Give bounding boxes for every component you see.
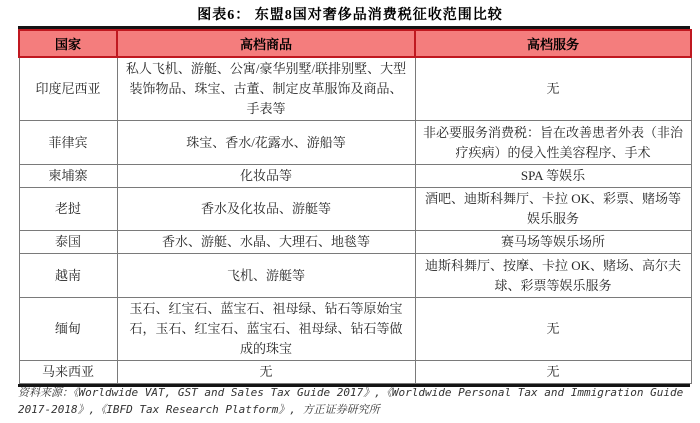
- luxury-tax-comparison-table: [18, 29, 692, 384]
- country-cell: 泰国: [19, 231, 117, 254]
- services-cell: 无: [415, 57, 691, 121]
- services-cell: 迪斯科舞厅、按摩、卡拉 OK、赌场、高尔夫球、彩票等娱乐服务: [415, 254, 691, 298]
- comparison-table-wrapper: [18, 26, 690, 387]
- services-cell: 酒吧、迪斯科舞厅、卡拉 OK、彩票、赌场等娱乐服务: [415, 188, 691, 231]
- country-cell: 越南: [19, 254, 117, 298]
- goods-cell: 飞机、游艇等: [117, 254, 415, 298]
- country-cell: 菲律宾: [19, 121, 117, 165]
- country-cell: 老挝: [19, 188, 117, 231]
- table-row-philippines: [19, 121, 691, 165]
- services-cell: SPA 等娱乐: [415, 165, 691, 188]
- table-row-thailand: [19, 231, 691, 254]
- table-header: [19, 30, 691, 57]
- goods-cell: 化妆品等: [117, 165, 415, 188]
- header-services: 高档服务: [415, 30, 691, 57]
- table-row-cambodia: [19, 165, 691, 188]
- table-row-vietnam: [19, 254, 691, 298]
- goods-cell: 玉石、红宝石、蓝宝石、祖母绿、钻石等原始宝石，玉石、红宝石、蓝宝石、祖母绿、钻石等做成的珠宝: [117, 298, 415, 361]
- table-body: [19, 57, 691, 384]
- goods-cell: 私人飞机、游艇、公寓/豪华别墅/联排别墅、大型装饰物品、珠宝、古董、制定皮革服饰及商品、手表等: [117, 57, 415, 121]
- services-cell: 非必要服务消费税：旨在改善患者外表（非治疗疾病）的侵入性美容程序、手术: [415, 121, 691, 165]
- goods-cell: 无: [117, 361, 415, 384]
- figure-title: 图表6： 东盟8国对奢侈品消费税征收范围比较: [197, 8, 503, 23]
- header-row: [19, 30, 691, 57]
- table-row-laos: [19, 188, 691, 231]
- services-cell: 无: [415, 361, 691, 384]
- table-row-indonesia: [19, 57, 691, 121]
- country-cell: 马来西亚: [19, 361, 117, 384]
- services-cell: 赛马场等娱乐场所: [415, 231, 691, 254]
- header-country: 国家: [19, 30, 117, 57]
- country-cell: 印度尼西亚: [19, 57, 117, 121]
- country-cell: 缅甸: [19, 298, 117, 361]
- header-goods: 高档商品: [117, 30, 415, 57]
- country-cell: 柬埔寨: [19, 165, 117, 188]
- goods-cell: 香水及化妆品、游艇等: [117, 188, 415, 231]
- table-row-malaysia: [19, 361, 691, 384]
- table-row-myanmar: [19, 298, 691, 361]
- services-cell: 无: [415, 298, 691, 361]
- goods-cell: 珠宝、香水/花露水、游船等: [117, 121, 415, 165]
- goods-cell: 香水、游艇、水晶、大理石、地毯等: [117, 231, 415, 254]
- source-note: 资料来源：《Worldwide VAT, GST and Sales Tax Guide 2017》,《Worldwide Personal Tax and Immigration Guide 2017-2018》,《IBFD Tax Research Platform》, 方正证券研究所: [18, 386, 684, 416]
